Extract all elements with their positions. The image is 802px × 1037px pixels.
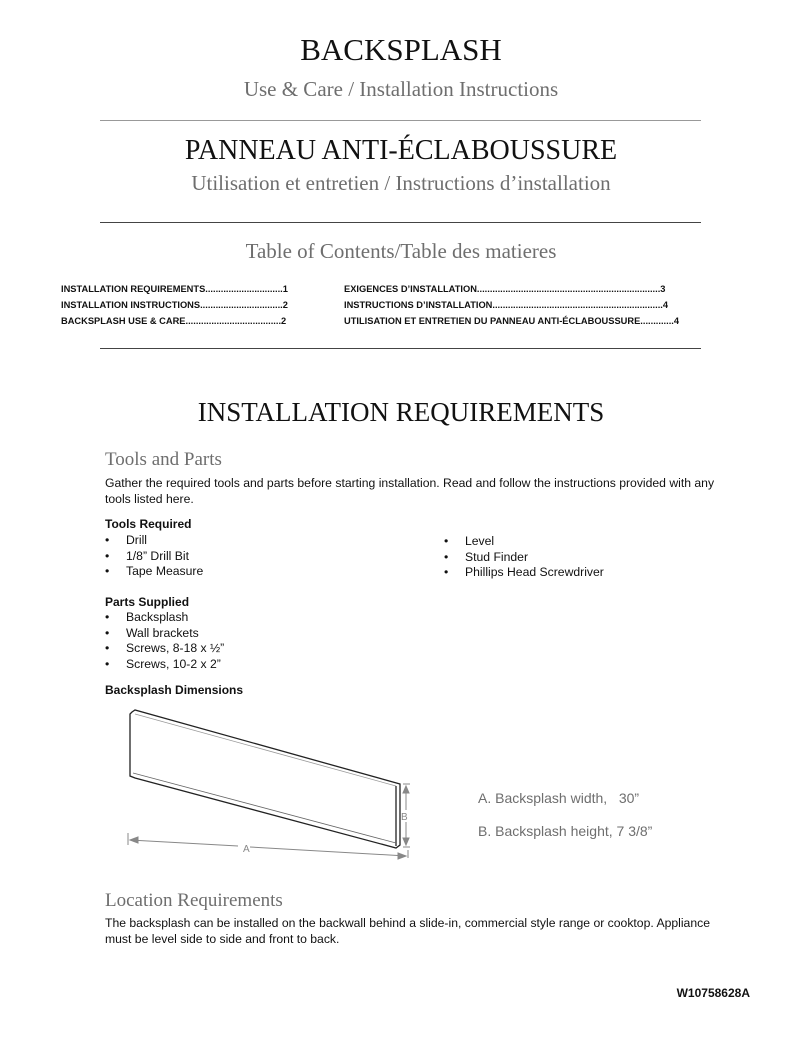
toc-entry[interactable]: UTILISATION ET ENTRETIEN DU PANNEAU ANTI-ÉCLABOUSSURE.............4	[344, 316, 680, 326]
toc-entry[interactable]: INSTRUCTIONS D’INSTALLATION..................................................................4	[344, 300, 669, 310]
document-title: BACKSPLASH	[300, 32, 502, 67]
toc-entry[interactable]: BACKSPLASH USE & CARE.....................................2	[61, 316, 287, 326]
list-item: • Phillips Head Screwdriver	[444, 565, 604, 581]
backsplash-diagram	[100, 700, 420, 860]
list-item: • Backsplash	[105, 610, 224, 626]
tools-required-heading: Tools Required	[105, 517, 192, 531]
toc-entry[interactable]: INSTALLATION INSTRUCTIONS................................2	[61, 300, 288, 310]
tools-parts-text: Gather the required tools and parts before starting installation. Read and follow the instructions provided with any tools listed here.	[105, 476, 715, 506]
label-a: A	[243, 844, 250, 855]
dimensions-heading: Backsplash Dimensions	[105, 683, 244, 697]
toc-heading: Table of Contents/Table des matieres	[245, 239, 557, 263]
list-item: • Screws, 8-18 x ½”	[105, 641, 224, 657]
location-heading: Location Requirements	[105, 890, 283, 911]
section-title: INSTALLATION REQUIREMENTS	[197, 397, 605, 427]
parts-list	[105, 610, 224, 672]
list-item: • Screws, 10-2 x 2”	[105, 657, 224, 673]
location-text: The backsplash can be installed on the backwall behind a slide-in, commercial style range or cooktop. Appliance must be level side to side and front to back.	[105, 916, 710, 946]
toc-right	[344, 284, 679, 332]
divider	[100, 348, 701, 349]
list-item: • Level	[444, 534, 604, 550]
divider	[100, 120, 701, 121]
toc-left	[61, 284, 288, 332]
toc-entry[interactable]: INSTALLATION REQUIREMENTS..............................1	[61, 284, 288, 294]
legend-b: B. Backsplash height, 7 3/8”	[478, 823, 653, 839]
list-item: • Stud Finder	[444, 550, 604, 566]
part-number: W10758628A	[676, 986, 750, 1000]
list-item: • 1/8” Drill Bit	[105, 549, 203, 565]
label-b: B	[401, 812, 408, 823]
tools-parts-heading: Tools and Parts	[105, 449, 222, 470]
toc-entry[interactable]: EXIGENCES D’INSTALLATION.......................................................................3	[344, 284, 666, 294]
divider	[100, 222, 701, 223]
legend-a: A. Backsplash width, 30”	[478, 790, 640, 806]
tools-list-left	[105, 533, 203, 580]
list-item: • Tape Measure	[105, 564, 203, 580]
document-subtitle-fr: Utilisation et entretien / Instructions d’installation	[191, 171, 611, 195]
list-item: • Drill	[105, 533, 203, 549]
document-title-fr: PANNEAU ANTI-ÉCLABOUSSURE	[184, 135, 618, 166]
list-item: • Wall brackets	[105, 626, 224, 642]
document-subtitle: Use & Care / Installation Instructions	[243, 77, 559, 101]
parts-heading: Parts Supplied	[105, 595, 190, 609]
tools-list-right	[444, 534, 604, 581]
